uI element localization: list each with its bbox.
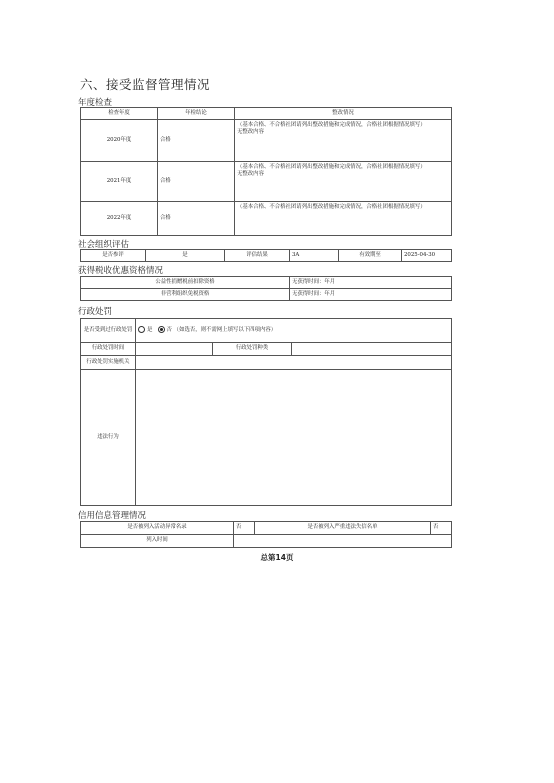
penalty-table bbox=[80, 318, 452, 506]
annual-detail: 无整改内容 bbox=[237, 171, 264, 178]
evaluation-result-label: 评估结果 bbox=[225, 250, 290, 262]
penalty-type-value bbox=[292, 343, 452, 356]
annual-year: 2022年度 bbox=[81, 202, 158, 236]
annual-year: 2020年度 bbox=[81, 120, 158, 162]
evaluation-valid-label: 有效期至 bbox=[339, 250, 402, 262]
evaluation-table bbox=[80, 249, 452, 262]
annual-note: （基本合格、不合格社团请列出整改措施和完成情况，合格社团根据情况填写） bbox=[237, 122, 426, 128]
radio-no[interactable] bbox=[158, 326, 165, 333]
tax-label: 非营利组织免税资格 bbox=[81, 289, 290, 301]
radio-yes[interactable] bbox=[138, 326, 145, 333]
evaluation-heading: 社会组织评估 bbox=[78, 240, 130, 250]
annual-result: 合格 bbox=[158, 162, 235, 202]
table-row bbox=[81, 120, 452, 162]
page-title: 六、接受监督管理情况 bbox=[80, 77, 211, 92]
tax-label: 公益性捐赠税前扣除资格 bbox=[81, 277, 290, 289]
tax-table bbox=[80, 276, 452, 301]
credit-abnormal-label: 是否被列入活动异常名录 bbox=[81, 522, 234, 535]
annual-note: （基本合格、不合格社团请列出整改措施和完成情况，合格社团根据情况填写） bbox=[237, 204, 426, 210]
annual-table bbox=[80, 107, 452, 236]
penalty-received-label: 是否受到过行政处罚 bbox=[81, 319, 136, 343]
penalty-type-label: 行政处罚种类 bbox=[213, 343, 292, 356]
credit-serious-value: 否 bbox=[431, 522, 452, 535]
annual-detail: 无整改内容 bbox=[237, 129, 264, 136]
penalty-hint: （如选否，则不需网上填写以下四项内容） bbox=[173, 327, 277, 334]
radio-no-label: 否 bbox=[166, 327, 172, 334]
evaluation-valid-value: 2025-04-30 bbox=[402, 250, 452, 262]
penalty-act-label: 违法行为 bbox=[81, 370, 136, 506]
tax-heading: 获得税收优惠资格情况 bbox=[78, 266, 164, 276]
annual-header-year: 检查年度 bbox=[81, 108, 158, 120]
annual-result: 合格 bbox=[158, 120, 235, 162]
tax-value: 无获得时间：年月 bbox=[290, 277, 452, 289]
evaluation-result-value: 3A bbox=[290, 250, 339, 262]
evaluation-joined-value: 是 bbox=[146, 250, 225, 262]
annual-header-rectify: 整改情况 bbox=[235, 108, 452, 120]
table-row bbox=[81, 202, 452, 236]
annual-heading: 年度检查 bbox=[78, 98, 113, 108]
evaluation-joined-label: 是否参评 bbox=[81, 250, 146, 262]
penalty-heading: 行政处罚 bbox=[78, 307, 113, 317]
annual-year: 2021年度 bbox=[81, 162, 158, 202]
penalty-org-label: 行政处罚实施机关 bbox=[81, 356, 136, 370]
annual-header-result: 年检结论 bbox=[158, 108, 235, 120]
credit-serious-label: 是否被列入严重违法失信名单 bbox=[255, 522, 431, 535]
penalty-act-value bbox=[136, 370, 452, 506]
table-row bbox=[81, 162, 452, 202]
credit-listed-time-value bbox=[234, 535, 452, 548]
credit-listed-time-label: 列入时间 bbox=[81, 535, 234, 548]
penalty-time-label: 行政处罚时间 bbox=[81, 343, 136, 356]
annual-result: 合格 bbox=[158, 202, 235, 236]
page-number: 总第14页 bbox=[260, 553, 294, 562]
table-row bbox=[81, 289, 452, 301]
credit-table bbox=[80, 521, 452, 548]
credit-abnormal-value: 否 bbox=[234, 522, 255, 535]
annual-note: （基本合格、不合格社团请列出整改措施和完成情况，合格社团根据情况填写） bbox=[237, 164, 426, 170]
table-row bbox=[81, 277, 452, 289]
penalty-org-value bbox=[136, 356, 452, 370]
credit-heading: 信用信息管理情况 bbox=[78, 511, 147, 521]
radio-yes-label: 是 bbox=[147, 327, 153, 334]
tax-value: 无获得时间：年月 bbox=[290, 289, 452, 301]
penalty-time-value bbox=[136, 343, 213, 356]
